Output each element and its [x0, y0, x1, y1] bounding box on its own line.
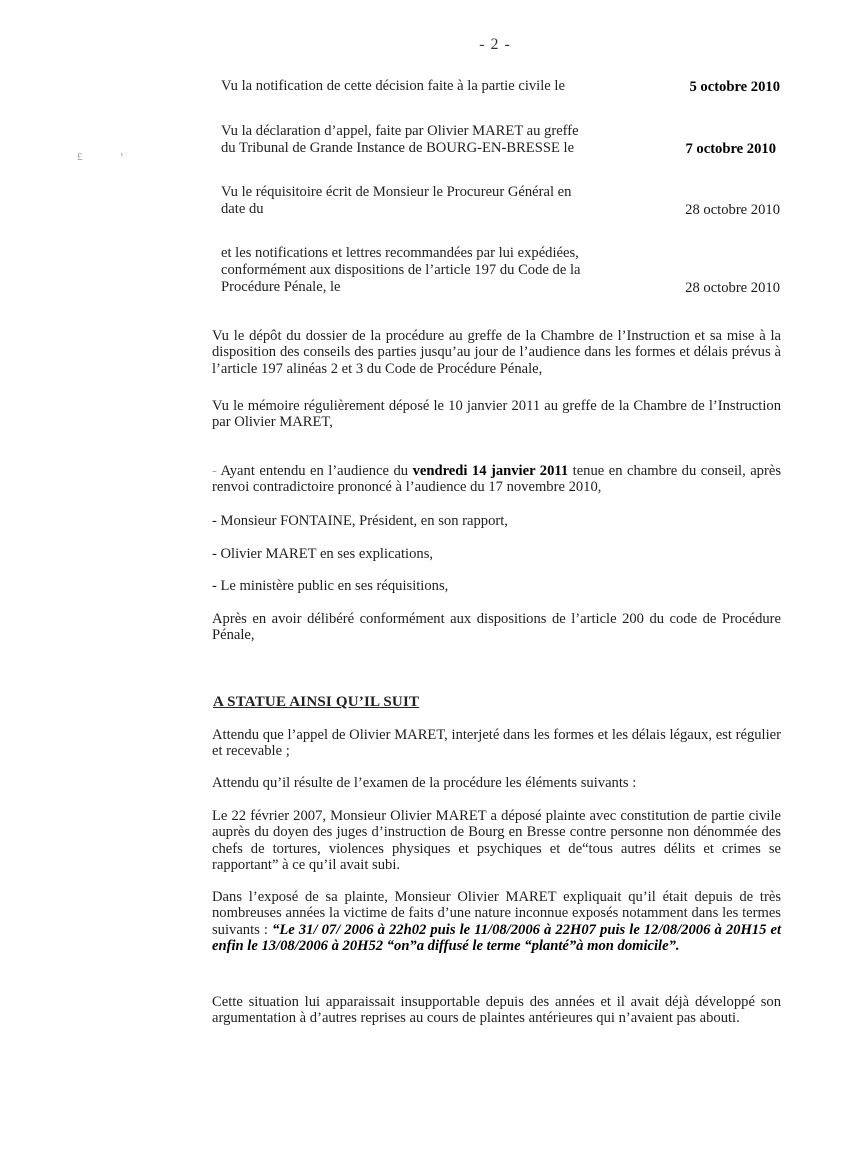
entry-line: Procédure Pénale, le: [221, 279, 341, 295]
audience-text-post: tenue en chambre du conseil, après renvoi contradictoire prononcé à l’audience du 17 novembre 2010,: [212, 463, 781, 496]
entry-date: 28 octobre 2010: [685, 280, 780, 296]
paragraph-attendu-examen: Attendu qu’il résulte de l’examen de la procédure les éléments suivants :: [212, 775, 637, 791]
margin-mark-right: ›: [120, 148, 124, 160]
entry-line: Vu le réquisitoire écrit de Monsieur le Procureur Général en: [221, 184, 572, 200]
paragraph-delibere: Après en avoir délibéré conformément aux dispositions de l’article 200 du code de Procédure Pénale,: [212, 611, 781, 644]
expose-text: Dans l’exposé de sa plainte, Monsieur Olivier MARET expliquait qu’il était depuis de très nombreuses années la victime de faits d’une nature inconnue exposés notamment dans les termes suivants :: [212, 889, 781, 938]
entry-line: Vu la déclaration d’appel, faite par Olivier MARET au greffe: [221, 123, 579, 139]
section-heading: A STATUE AINSI QU’IL SUIT: [213, 694, 420, 710]
paragraph-fontaine: - Monsieur FONTAINE, Président, en son rapport,: [212, 513, 508, 529]
paragraph-attendu-appel: Attendu que l’appel de Olivier MARET, interjeté dans les formes et les délais légaux, est régulier et recevable ;: [212, 727, 781, 760]
paragraph-memoire: Vu le mémoire régulièrement déposé le 10 janvier 2011 au greffe de la Chambre de l’Instruction par Olivier MARET,: [212, 398, 781, 431]
margin-mark-left: £: [77, 151, 83, 163]
paragraph-audience: [212, 463, 781, 496]
audience-dash: -: [212, 463, 217, 479]
paragraph-situation: Cette situation lui apparaissait insupportable depuis des années et il avait déjà développé son argumentation à d’autres reprises au cours de plaintes antérieures qui n’avaient pas abouti.: [212, 994, 781, 1027]
entry-date: 28 octobre 2010: [685, 202, 780, 218]
entry-date: 7 octobre 2010: [685, 141, 776, 157]
entry-line: et les notifications et lettres recommandées par lui expédiées,: [221, 245, 579, 261]
page-number: - 2 -: [479, 36, 511, 53]
paragraph-depot: Vu le dépôt du dossier de la procédure au greffe de la Chambre de l’Instruction et sa mise à la disposition des conseils des parties jusqu’au jour de l’audience dans les formes et délais prévus à l’article 197 alinéas 2 et 3 du Code de Procédure Pénale,: [212, 328, 781, 377]
entry-line: date du: [221, 201, 264, 217]
audience-date: vendredi 14 janvier 2011: [412, 463, 569, 479]
entry-date: 5 octobre 2010: [689, 79, 780, 95]
paragraph-ministere: - Le ministère public en ses réquisitions,: [212, 578, 449, 594]
entry-line: Vu la notification de cette décision faite à la partie civile le: [221, 78, 565, 94]
paragraph-expose: [212, 889, 781, 955]
entry-line: conformément aux dispositions de l’article 197 du Code de la: [221, 262, 581, 278]
paragraph-plainte: Le 22 février 2007, Monsieur Olivier MARET a déposé plainte avec constitution de partie civile auprès du doyen des juges d’instruction de Bourg en Bresse contre personne non dénommée des chefs de tortures, violences physiques et psychiques et de“tous autres délits et crimes se rapportant” à ce qu’il avait subi.: [212, 808, 781, 874]
entry-line: du Tribunal de Grande Instance de BOURG-EN-BRESSE le: [221, 140, 575, 156]
expose-quote: “Le 31/ 07/ 2006 à 22h02 puis le 11/08/2006 à 22H07 puis le 12/08/2006 à 20H15 et enfin le 13/08/2006 à 20H52 “on”a diffusé le terme “planté”à mon domicile”.: [212, 921, 782, 955]
audience-text-pre: Ayant entendu en l’audience du: [216, 463, 413, 479]
paragraph-maret: - Olivier MARET en ses explications,: [212, 546, 434, 562]
